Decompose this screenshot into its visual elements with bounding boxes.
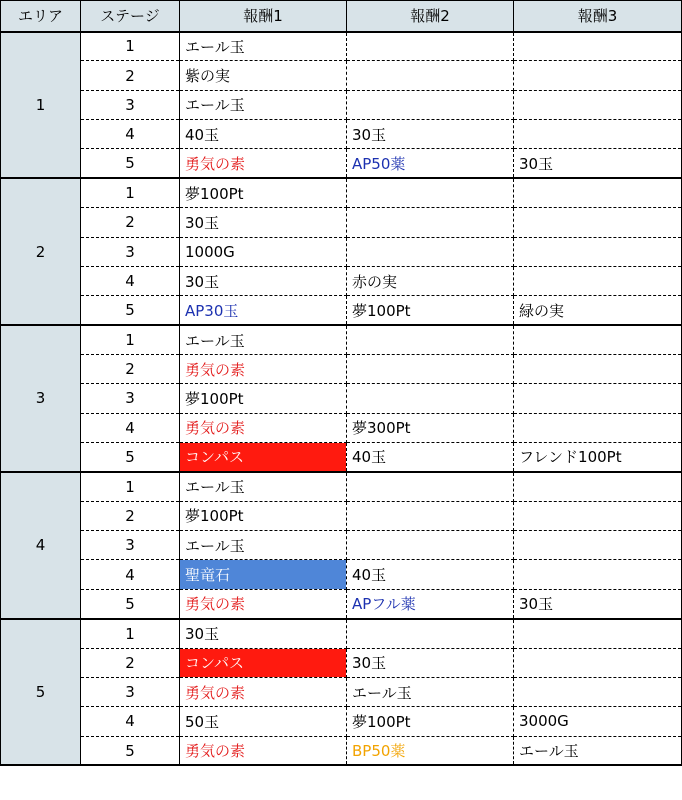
stage-cell: 5 [81, 736, 180, 765]
reward-3-cell [514, 354, 682, 383]
stage-cell: 4 [81, 413, 180, 442]
reward-2-cell [347, 237, 514, 266]
reward-2-cell: 40玉 [347, 560, 514, 589]
reward-1-cell: 勇気の素 [180, 413, 347, 442]
reward-3-cell [514, 619, 682, 648]
reward-1-cell: 勇気の素 [180, 149, 347, 178]
reward-2-cell [347, 619, 514, 648]
table-row [1, 237, 682, 266]
header-area: エリア [1, 1, 81, 32]
reward-2-cell: 夢300Pt [347, 413, 514, 442]
stage-cell: 4 [81, 120, 180, 149]
reward-2-cell: 40玉 [347, 443, 514, 472]
reward-1-cell: 聖竜石 [180, 560, 347, 589]
table-row [1, 32, 682, 61]
reward-1-cell: エール玉 [180, 325, 347, 354]
reward-3-cell [514, 208, 682, 237]
table-row [1, 178, 682, 207]
stage-cell: 1 [81, 472, 180, 501]
table-row [1, 560, 682, 589]
reward-1-cell: 勇気の素 [180, 677, 347, 706]
stage-cell: 5 [81, 149, 180, 178]
table-row [1, 589, 682, 618]
reward-2-cell [347, 354, 514, 383]
table-row [1, 61, 682, 90]
stage-cell: 5 [81, 443, 180, 472]
reward-2-cell [347, 501, 514, 530]
stage-cell: 5 [81, 589, 180, 618]
reward-3-cell [514, 677, 682, 706]
table-row [1, 384, 682, 413]
reward-2-cell: 夢100Pt [347, 296, 514, 325]
reward-3-cell [514, 472, 682, 501]
reward-2-cell [347, 531, 514, 560]
stage-cell: 2 [81, 208, 180, 237]
reward-1-cell: 勇気の素 [180, 589, 347, 618]
header-reward-3: 報酬3 [514, 1, 682, 32]
table-row [1, 296, 682, 325]
reward-3-cell [514, 413, 682, 442]
reward-1-cell: 勇気の素 [180, 736, 347, 765]
table-row [1, 648, 682, 677]
table-row [1, 707, 682, 736]
reward-1-cell: AP30玉 [180, 296, 347, 325]
reward-3-cell [514, 325, 682, 354]
table-row [1, 266, 682, 295]
stage-cell: 3 [81, 384, 180, 413]
reward-3-cell [514, 178, 682, 207]
reward-3-cell [514, 237, 682, 266]
reward-2-cell [347, 384, 514, 413]
table-row [1, 354, 682, 383]
table-row [1, 677, 682, 706]
stage-cell: 2 [81, 354, 180, 383]
stage-cell: 4 [81, 266, 180, 295]
reward-3-cell: 3000G [514, 707, 682, 736]
area-cell: 5 [1, 619, 81, 766]
reward-3-cell: 30玉 [514, 149, 682, 178]
table-row [1, 472, 682, 501]
stage-cell: 2 [81, 648, 180, 677]
reward-1-cell: 夢100Pt [180, 501, 347, 530]
reward-1-cell: 夢100Pt [180, 178, 347, 207]
reward-3-cell [514, 266, 682, 295]
reward-1-cell: エール玉 [180, 32, 347, 61]
reward-2-cell: 夢100Pt [347, 707, 514, 736]
stage-cell: 4 [81, 560, 180, 589]
reward-3-cell [514, 90, 682, 119]
table-row [1, 90, 682, 119]
table-row [1, 120, 682, 149]
reward-3-cell [514, 531, 682, 560]
header-stage: ステージ [81, 1, 180, 32]
reward-2-cell: エール玉 [347, 677, 514, 706]
reward-3-cell [514, 384, 682, 413]
reward-3-cell [514, 61, 682, 90]
reward-3-cell [514, 560, 682, 589]
reward-1-cell: 50玉 [180, 707, 347, 736]
reward-1-cell: 30玉 [180, 619, 347, 648]
reward-3-cell [514, 32, 682, 61]
reward-2-cell [347, 90, 514, 119]
reward-2-cell [347, 61, 514, 90]
table-row [1, 501, 682, 530]
stage-cell: 1 [81, 619, 180, 648]
reward-3-cell: エール玉 [514, 736, 682, 765]
reward-1-cell: 1000G [180, 237, 347, 266]
reward-1-cell: 夢100Pt [180, 384, 347, 413]
reward-3-cell: 30玉 [514, 589, 682, 618]
header-reward-2: 報酬2 [347, 1, 514, 32]
reward-2-cell [347, 325, 514, 354]
reward-2-cell [347, 472, 514, 501]
table-row [1, 149, 682, 178]
reward-2-cell: APフル薬 [347, 589, 514, 618]
reward-1-cell: 紫の実 [180, 61, 347, 90]
reward-3-cell: 緑の実 [514, 296, 682, 325]
area-cell: 2 [1, 178, 81, 325]
header-reward-1: 報酬1 [180, 1, 347, 32]
table-row [1, 531, 682, 560]
area-cell: 4 [1, 472, 81, 619]
reward-1-cell: 勇気の素 [180, 354, 347, 383]
stage-cell: 3 [81, 90, 180, 119]
stage-cell: 2 [81, 501, 180, 530]
table-row [1, 208, 682, 237]
reward-2-cell: 30玉 [347, 648, 514, 677]
stage-cell: 3 [81, 237, 180, 266]
reward-1-cell: 30玉 [180, 266, 347, 295]
reward-2-cell: BP50薬 [347, 736, 514, 765]
reward-2-cell: AP50薬 [347, 149, 514, 178]
reward-1-cell: 40玉 [180, 120, 347, 149]
stage-cell: 3 [81, 677, 180, 706]
table-row [1, 443, 682, 472]
stage-cell: 4 [81, 707, 180, 736]
reward-2-cell [347, 32, 514, 61]
reward-1-cell: 30玉 [180, 208, 347, 237]
stage-cell: 1 [81, 178, 180, 207]
reward-1-cell: エール玉 [180, 90, 347, 119]
reward-1-cell: コンパス [180, 648, 347, 677]
reward-3-cell [514, 648, 682, 677]
stage-cell: 3 [81, 531, 180, 560]
table-row [1, 413, 682, 442]
stage-cell: 2 [81, 61, 180, 90]
reward-2-cell [347, 178, 514, 207]
reward-3-cell [514, 120, 682, 149]
table-row [1, 619, 682, 648]
reward-1-cell: エール玉 [180, 531, 347, 560]
reward-1-cell: コンパス [180, 443, 347, 472]
table-row [1, 736, 682, 765]
area-cell: 3 [1, 325, 81, 472]
header-row [1, 1, 682, 32]
stage-cell: 1 [81, 32, 180, 61]
reward-3-cell: フレンド100Pt [514, 443, 682, 472]
reward-2-cell: 30玉 [347, 120, 514, 149]
reward-1-cell: エール玉 [180, 472, 347, 501]
reward-2-cell: 赤の実 [347, 266, 514, 295]
table-row [1, 325, 682, 354]
stage-cell: 5 [81, 296, 180, 325]
area-cell: 1 [1, 32, 81, 179]
stage-cell: 1 [81, 325, 180, 354]
reward-2-cell [347, 208, 514, 237]
reward-3-cell [514, 501, 682, 530]
